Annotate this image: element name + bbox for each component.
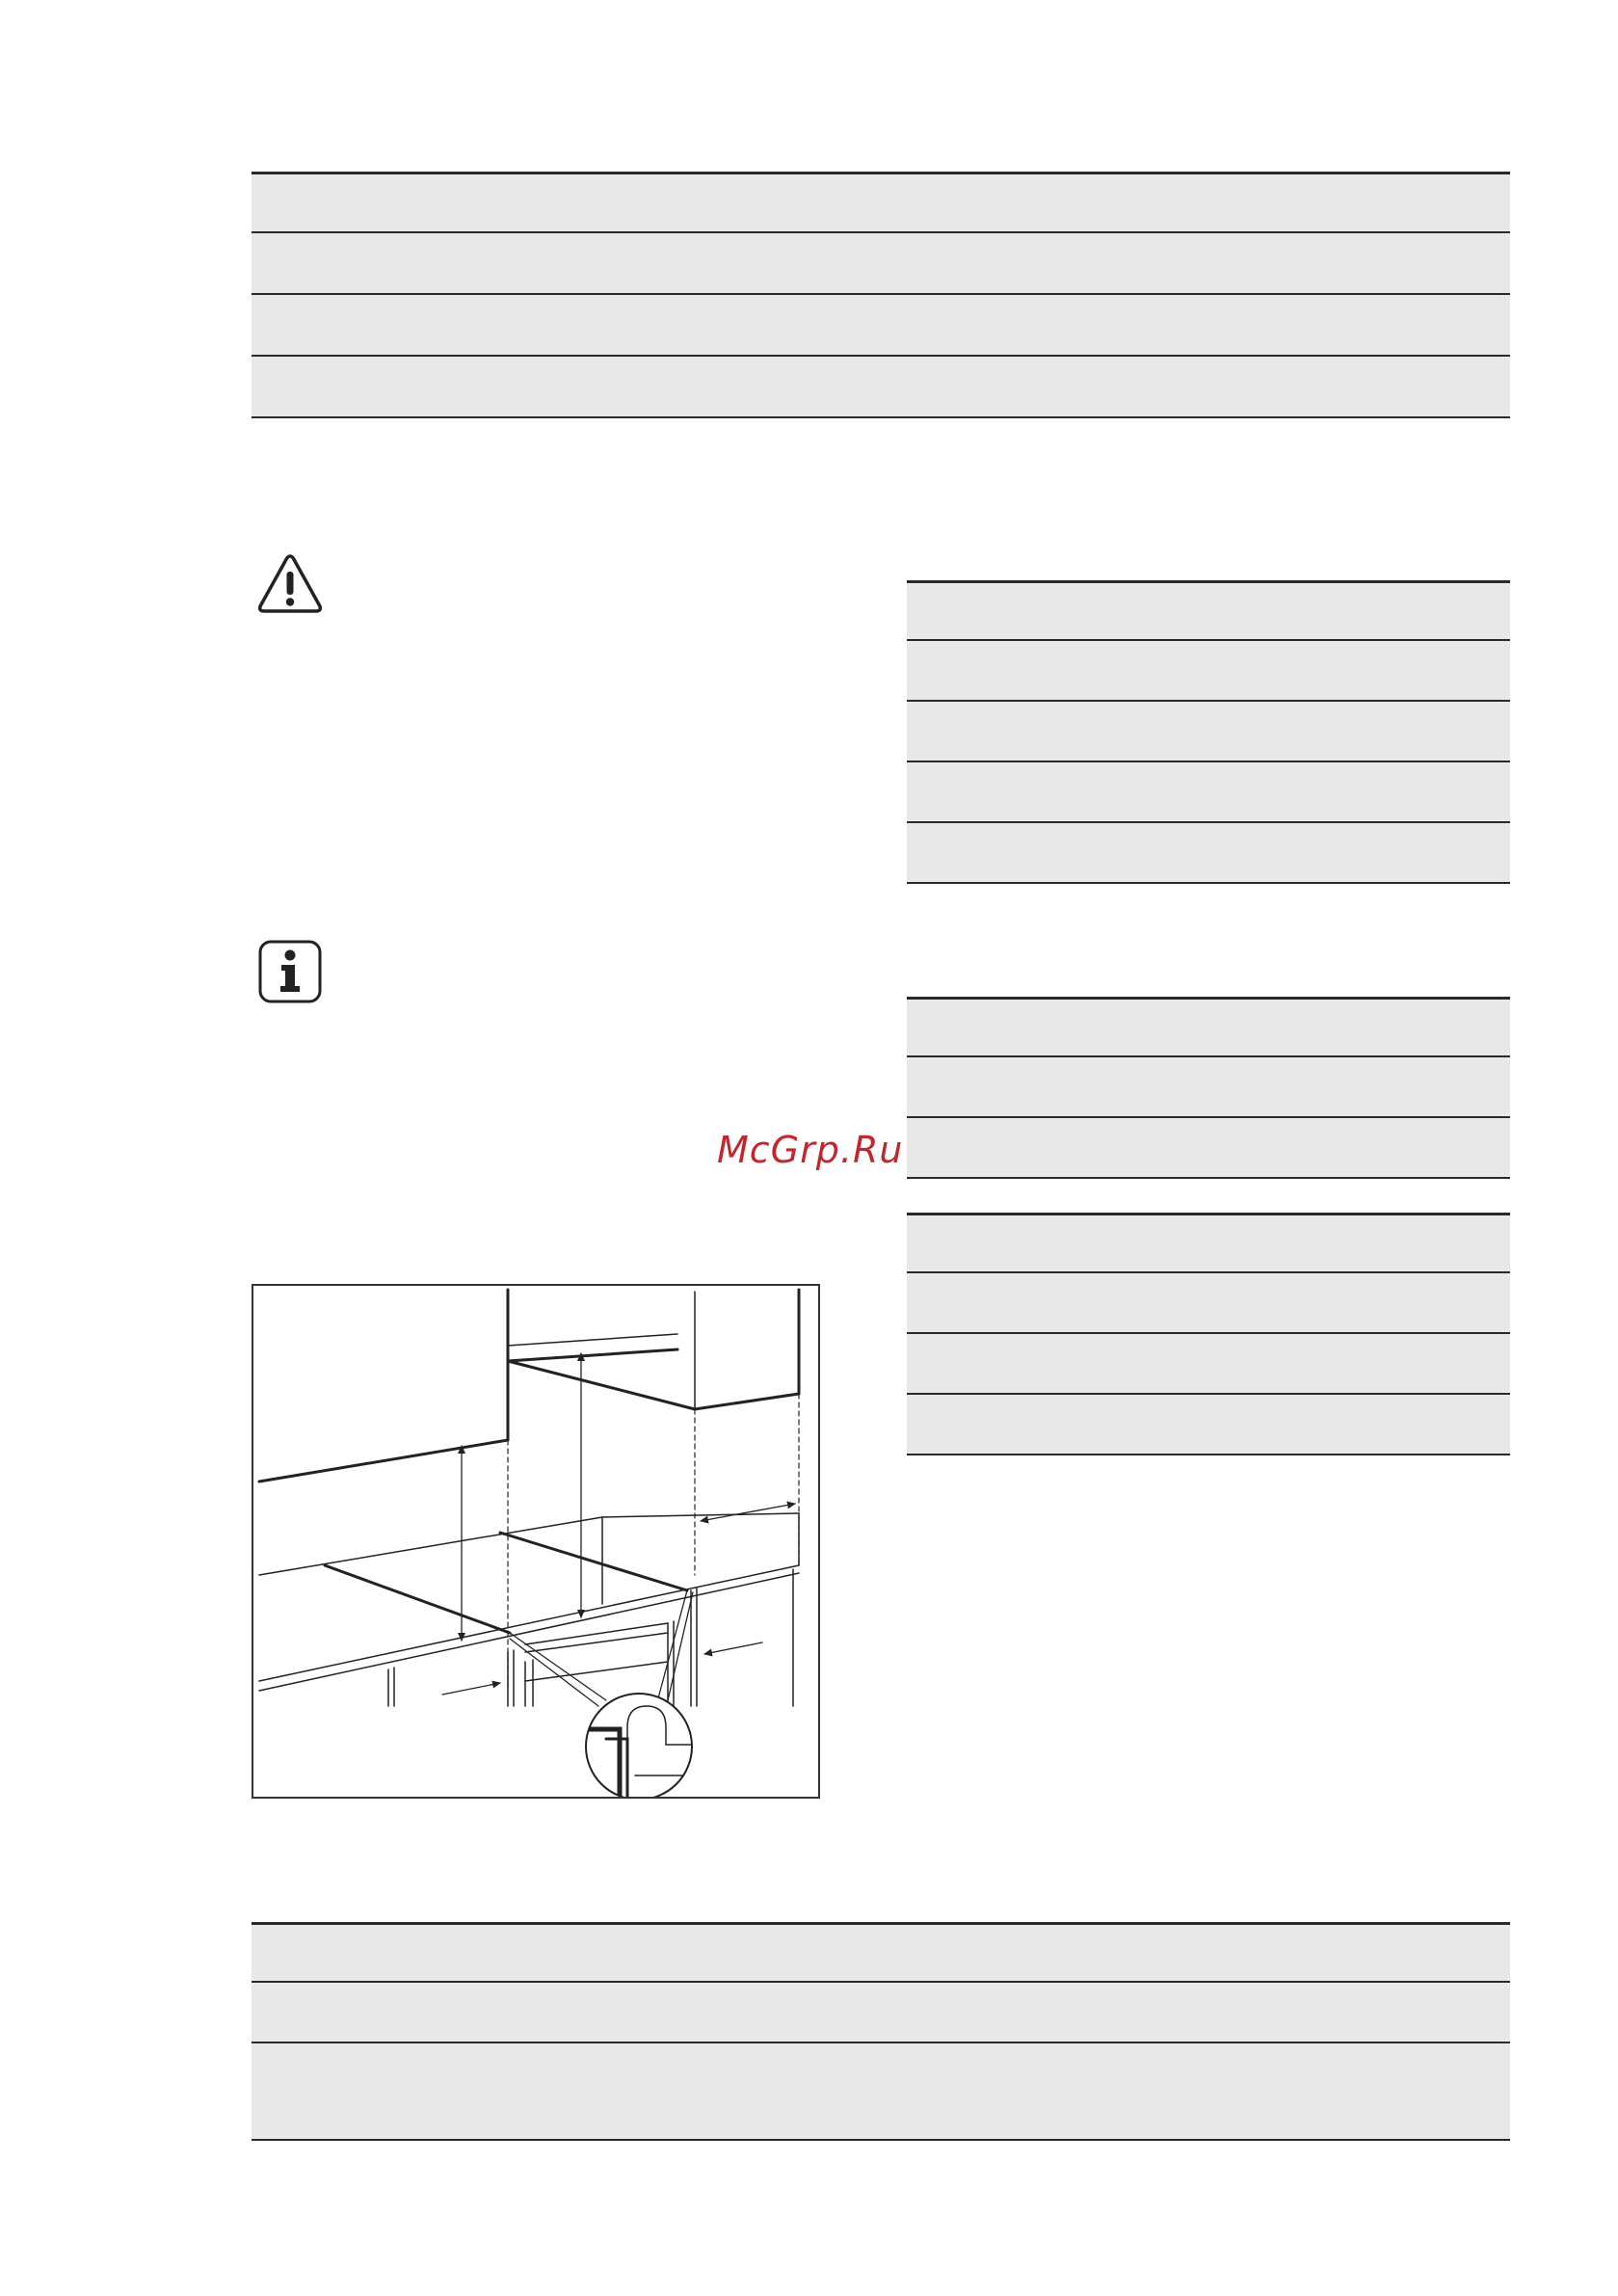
table-row (907, 823, 1510, 884)
table-row (907, 762, 1510, 823)
table-row (252, 357, 1510, 418)
installation-diagram (252, 1284, 820, 1799)
table-row (907, 580, 1510, 641)
table-right-c (907, 1213, 1510, 1455)
table-row (907, 702, 1510, 762)
table-row (907, 1395, 1510, 1455)
table-row (907, 1118, 1510, 1179)
table-row (907, 1334, 1510, 1395)
table-row (252, 1983, 1510, 2043)
table-row (252, 295, 1510, 357)
table-bottom (252, 1922, 1510, 2141)
table-row (907, 1057, 1510, 1118)
warning-triangle-icon (256, 552, 324, 616)
table-row (252, 2043, 1510, 2141)
table-row (907, 641, 1510, 702)
table-right-b (907, 997, 1510, 1179)
table-row (907, 997, 1510, 1057)
table-row (252, 233, 1510, 295)
installation-drawing (253, 1286, 818, 1797)
table-row (252, 1922, 1510, 1983)
table-right-a (907, 580, 1510, 884)
table-row (252, 172, 1510, 233)
table-row (907, 1213, 1510, 1273)
watermark: McGrp.Ru (717, 1129, 904, 1171)
table-top (252, 172, 1510, 418)
table-row (907, 1273, 1510, 1334)
info-icon (258, 940, 322, 1003)
